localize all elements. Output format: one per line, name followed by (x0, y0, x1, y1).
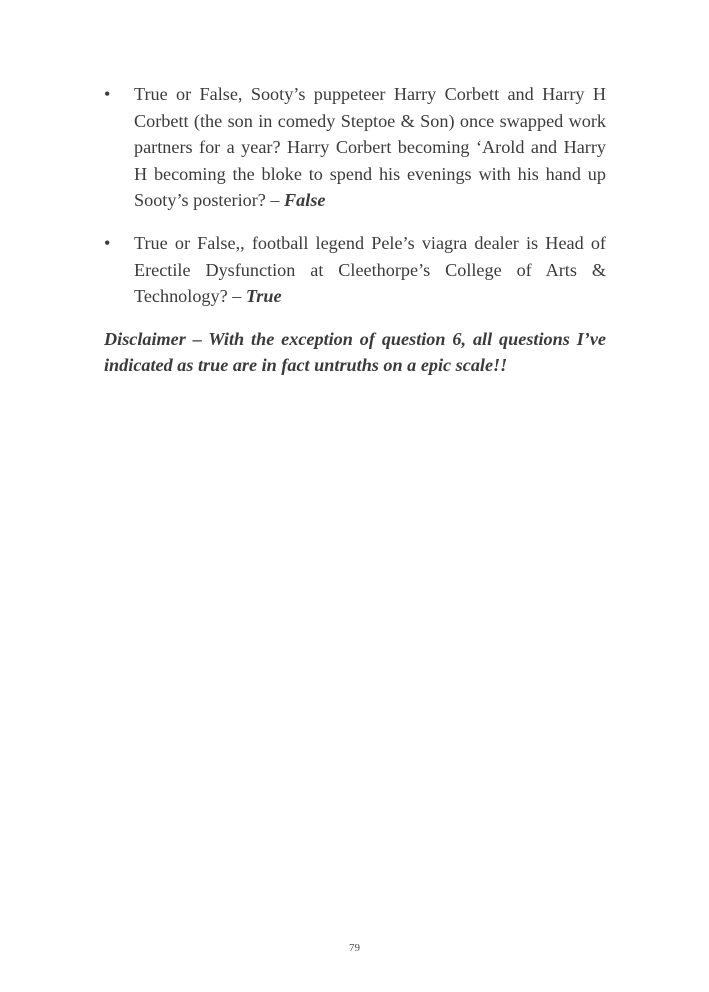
list-item (104, 230, 606, 310)
page-content (104, 81, 606, 397)
question-list (104, 81, 606, 310)
question-text: True or False,, football legend Pele’s viagra dealer is Head of Erectile Dysfunction at Cleethorpe’s College of Arts & Technology? – (134, 232, 606, 307)
bullet-icon: • (104, 232, 111, 253)
disclaimer-text: Disclaimer – With the exception of question 6, all questions I’ve indicated as true are in fact untruths on a epic scale!! (104, 328, 606, 376)
bullet-icon: • (104, 84, 111, 104)
page-number: 79 (349, 942, 360, 954)
question-text: True or False, Sooty’s puppeteer Harry Corbett and Harry H Corbett (the son in comedy Steptoe & Son) once swapped work partners for a year? Harry Corbert becoming ‘Arold and Harry H becoming the bloke to spend his evenings with his hand up Sooty’s posterior? – (134, 84, 606, 211)
list-item (104, 81, 606, 214)
question-answer: False (284, 190, 326, 211)
question-answer: True (245, 286, 282, 307)
